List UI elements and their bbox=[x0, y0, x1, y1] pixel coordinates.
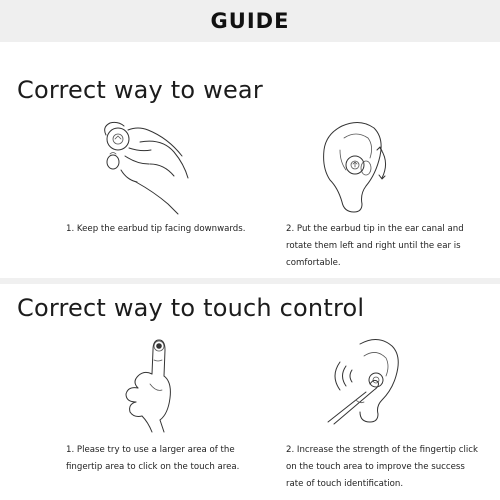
page-title: GUIDE bbox=[210, 9, 290, 33]
touch-step-1-caption: 1. Please try to use a larger area of the fingertip area to click on the touch area. bbox=[66, 445, 240, 472]
touch-step-2-caption: 2. Increase the strength of the fingertip click on the touch area to improve the success rate of touch identification. bbox=[286, 445, 478, 489]
touch-section bbox=[0, 284, 500, 500]
wear-section bbox=[0, 42, 500, 278]
wear-section-title: Correct way to wear bbox=[17, 76, 263, 104]
ear-with-earbud-illustration bbox=[322, 118, 402, 218]
guide-header bbox=[0, 0, 500, 42]
wear-step-1-caption: 1. Keep the earbud tip facing downwards. bbox=[66, 224, 246, 234]
finger-touching-earbud-illustration bbox=[316, 330, 416, 430]
pointing-hand-illustration bbox=[110, 334, 185, 434]
wear-step-2-caption: 2. Put the earbud tip in the ear canal and rotate them left and right until the ear is comfortable. bbox=[286, 224, 464, 268]
touch-section-title: Correct way to touch control bbox=[17, 294, 365, 322]
hand-holding-earbud-illustration bbox=[88, 120, 198, 215]
